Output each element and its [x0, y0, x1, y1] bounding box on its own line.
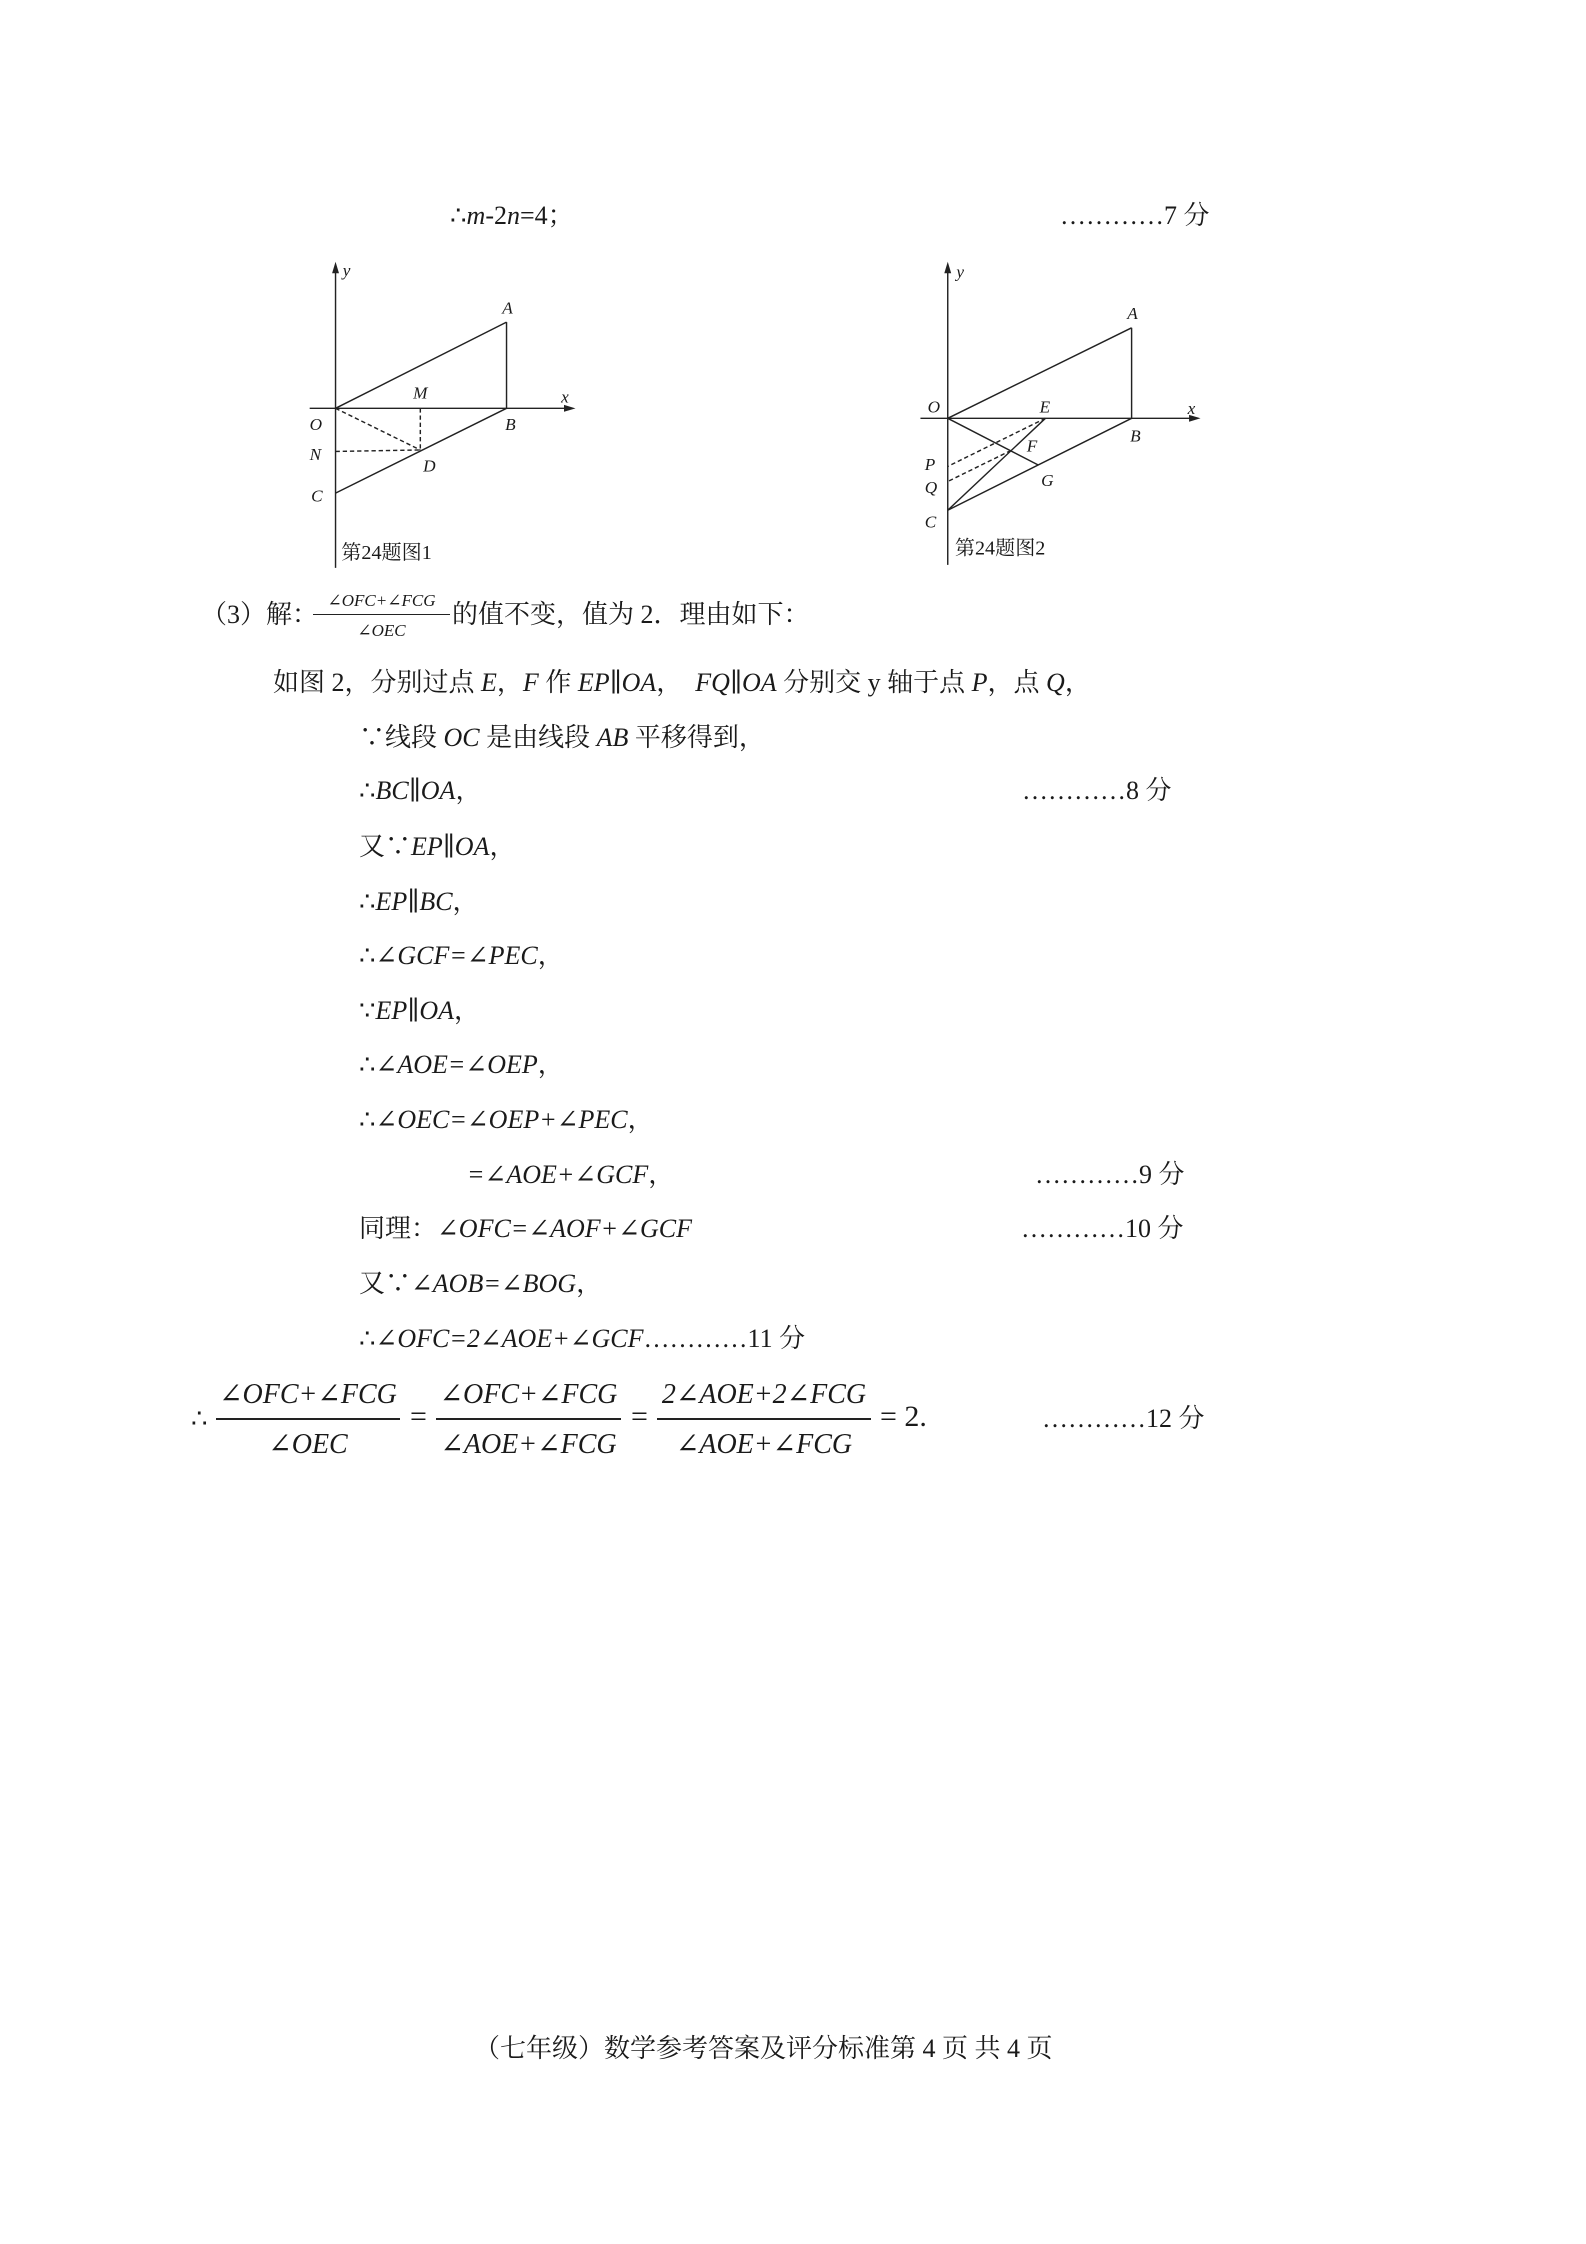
- label-M: M: [413, 383, 428, 403]
- final-fraction-3-numerator: 2∠AOE+2∠FCG: [657, 1376, 871, 1420]
- final-fraction-3: [657, 1376, 871, 1464]
- label-C: C: [924, 512, 937, 532]
- score-12: …………12 分: [1042, 1404, 1205, 1433]
- y-axis-arrow: [944, 262, 951, 273]
- label-B: B: [505, 414, 516, 434]
- part3-fraction: [313, 588, 450, 644]
- proof-line-1: 如图 2，分别过点 E，F 作 EP∥OA， FQ∥OA 分别交 y 轴于点 P，点 Q，: [273, 668, 1091, 697]
- score-7: …………7 分: [1060, 201, 1210, 230]
- figure-2: [906, 256, 1215, 572]
- segment-CE: [948, 418, 1046, 510]
- label-G: G: [1041, 470, 1054, 490]
- proof-line-4: 又∵EP∥OA，: [359, 832, 516, 861]
- label-x: x: [1187, 398, 1196, 418]
- proof-line-2: ∵线段 OC 是由线段 AB 平移得到，: [359, 723, 765, 752]
- part3-heading: （3）解：: [201, 600, 319, 629]
- proof-line-13: ∴∠OFC=2∠AOE+∠GCF…………11 分: [359, 1324, 806, 1353]
- label-Q: Q: [924, 478, 938, 497]
- label-B: B: [1130, 426, 1141, 446]
- proof-line-3: ∴BC∥OA，: [359, 776, 482, 805]
- final-fraction-1-numerator: ∠OFC+∠FCG: [216, 1376, 400, 1420]
- proof-line-9: ∴∠OEC=∠OEP+∠PEC，: [359, 1105, 654, 1134]
- figure-1-caption: 第24题图1: [341, 542, 432, 565]
- figure-1: [295, 256, 583, 575]
- label-N: N: [309, 445, 322, 465]
- dashed-ND: [336, 450, 421, 451]
- final-fraction-2-denominator: ∠AOE+∠FCG: [440, 1429, 617, 1460]
- final-equals-2: =: [631, 1400, 648, 1433]
- label-y: y: [956, 262, 965, 282]
- label-F: F: [1026, 436, 1038, 456]
- fraction-numerator: ∠OFC+∠FCG: [313, 588, 450, 615]
- label-O: O: [927, 397, 941, 417]
- proof-line-10: =∠AOE+∠GCF，: [467, 1160, 675, 1189]
- proof-line-6: ∴∠GCF=∠PEC，: [359, 941, 564, 970]
- y-axis-arrow: [332, 262, 339, 273]
- step-m-2n: ∴m-2n=4；: [450, 201, 574, 230]
- label-A: A: [502, 298, 513, 318]
- segment-OG: [948, 418, 1038, 465]
- final-fraction-3-denominator: ∠AOE+∠FCG: [675, 1429, 853, 1460]
- final-fraction-1-denominator: ∠OEC: [268, 1429, 348, 1460]
- label-D: D: [423, 456, 436, 476]
- final-therefore: ∴: [191, 1404, 208, 1433]
- final-fraction-2: [436, 1376, 621, 1464]
- final-result: = 2.: [880, 1400, 927, 1433]
- proof-line-11: 同理：∠OFC=∠AOF+∠GCF: [359, 1214, 693, 1243]
- final-fraction-2-numerator: ∠OFC+∠FCG: [436, 1376, 621, 1420]
- final-fraction-1: [216, 1376, 400, 1464]
- label-E: E: [1039, 397, 1051, 417]
- label-y: y: [342, 261, 351, 281]
- label-O: O: [309, 414, 323, 434]
- final-equals-1: =: [410, 1400, 427, 1433]
- label-P: P: [924, 455, 936, 475]
- dashed-FQ: [948, 450, 1011, 481]
- score-10: …………10 分: [1021, 1214, 1184, 1243]
- part3-conclusion: 的值不变，值为 2．理由如下：: [452, 600, 810, 629]
- proof-line-7: ∵EP∥OA，: [359, 996, 480, 1025]
- label-C: C: [311, 486, 323, 506]
- dashed-OD: [336, 408, 421, 450]
- fraction-denominator: ∠OEC: [357, 621, 406, 640]
- score-8: …………8 分: [1022, 776, 1172, 805]
- label-A: A: [1127, 304, 1138, 324]
- proof-line-12: 又∵∠AOB=∠BOG，: [359, 1269, 603, 1298]
- proof-line-8: ∴∠AOE=∠OEP，: [359, 1050, 564, 1079]
- page-footer: （七年级）数学参考答案及评分标准第 4 页 共 4 页: [474, 2034, 1053, 2063]
- proof-line-5: ∴EP∥BC，: [359, 887, 479, 916]
- figure-2-caption: 第24题图2: [954, 537, 1046, 560]
- score-9: …………9 分: [1035, 1160, 1185, 1189]
- label-x: x: [561, 387, 569, 407]
